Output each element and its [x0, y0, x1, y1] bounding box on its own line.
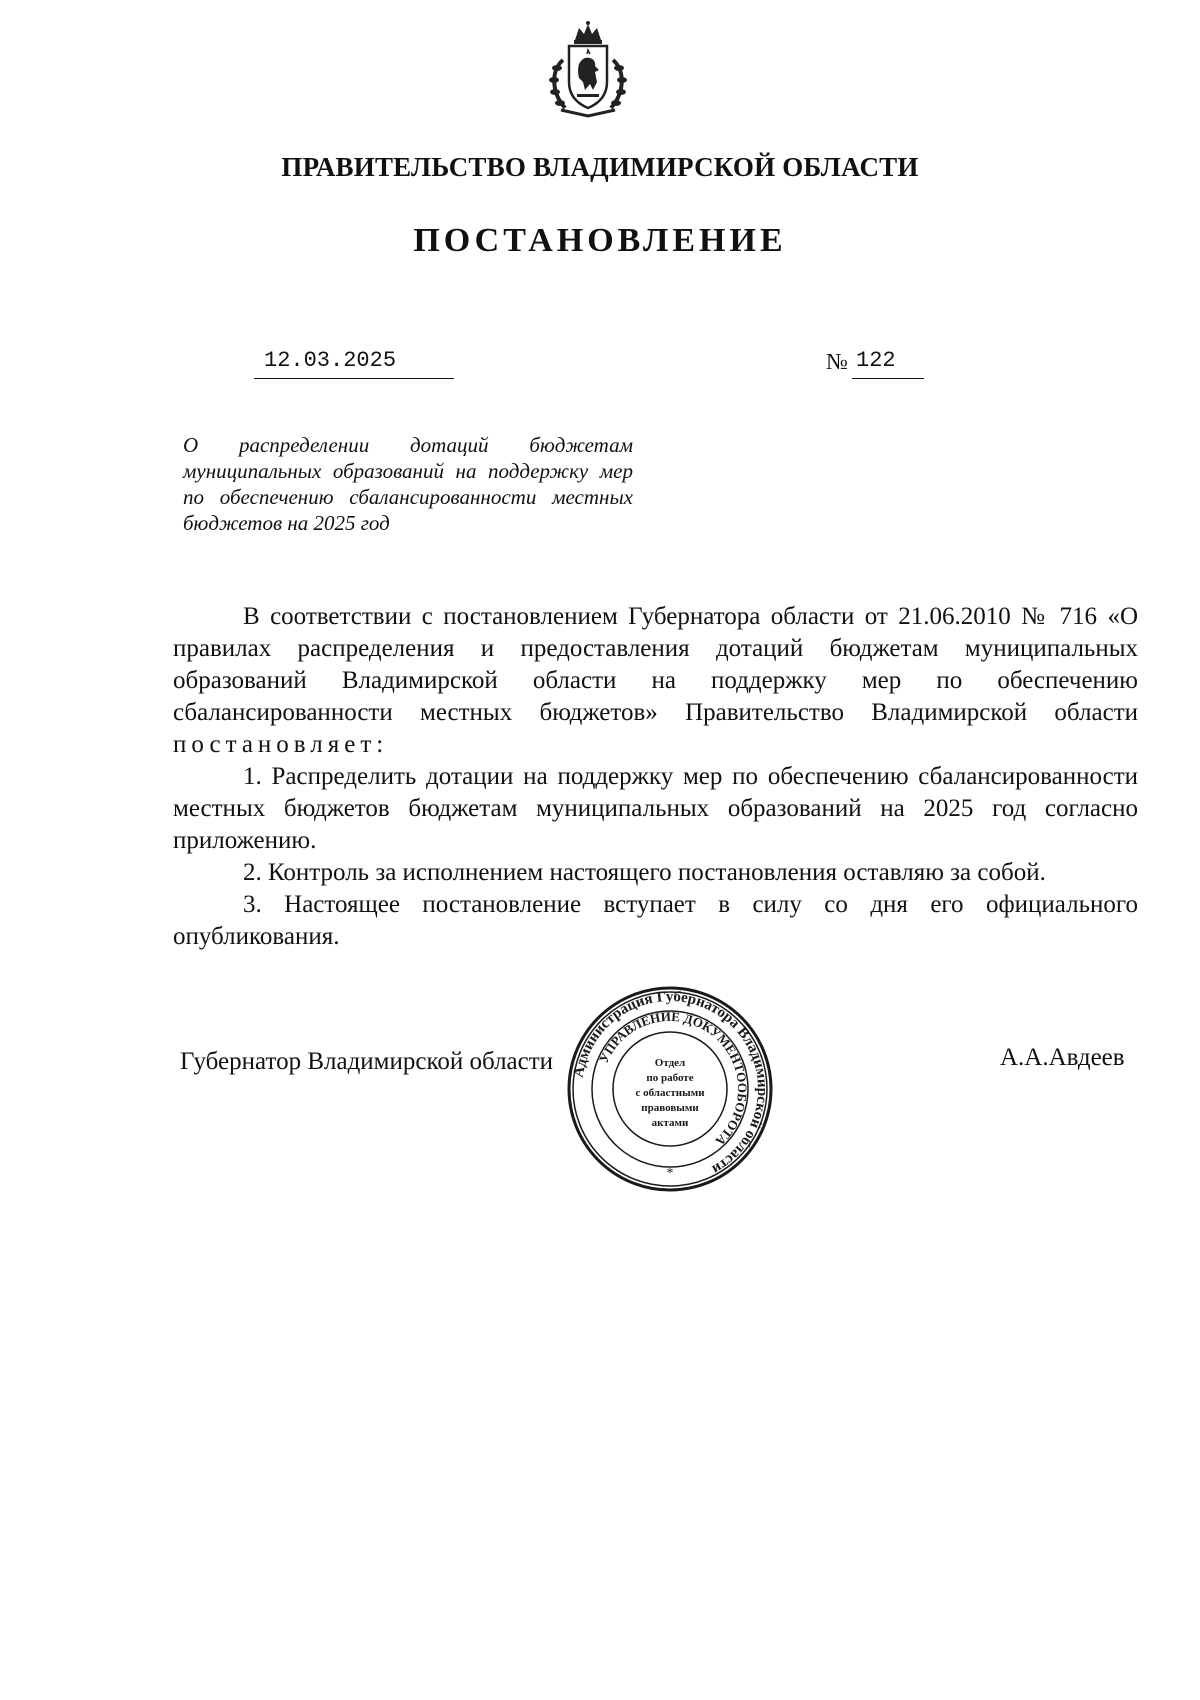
document-number: 122: [856, 348, 896, 373]
document-subject: О распределении дотаций бюджетам муниципальных образований на поддержку мер по обеспечению сбалансированности местных бюджетов на 2025 год: [183, 433, 633, 535]
resolution-item-1: 1. Распределить дотации на поддержку мер по обеспечению сбалансированности местных бюджетов бюджетам муниципальных образований на 2025 год согласно приложению.: [173, 763, 1138, 854]
stamp-inner-text: УПРАВЛЕНИЕ ДОКУМЕНТООБОРОТА: [595, 1008, 751, 1149]
stamp-outer-text: Администрация Губернатора Владимирской области: [570, 988, 771, 1178]
document-type-title: ПОСТАНОВЛЕНИЕ: [413, 222, 787, 259]
document-body: [173, 601, 1138, 953]
resolution-item-3: 3. Настоящее постановление вступает в силу со дня его официального опубликования.: [173, 891, 1138, 950]
organization-title: ПРАВИТЕЛЬСТВО ВЛАДИМИРСКОЙ ОБЛАСТИ: [281, 152, 919, 182]
resolution-item-2: 2. Контроль за исполнением настоящего постановления оставляю за собой.: [243, 859, 1046, 886]
number-sign: №: [826, 349, 848, 374]
document-date: 12.03.2025: [264, 348, 397, 373]
preamble-paragraph: [173, 601, 1138, 761]
preamble-text: В соответствии с постановлением Губернатора области от 21.06.2010 № 716 «О правилах распределения и предоставления дотаций бюджетам муниципальных образований Владимирской области на поддержку мер по обеспечению сбалансированности местных бюджетов» Правительство Владимирской области: [173, 603, 1138, 726]
number-underline: [852, 378, 924, 379]
stamp-center-line: правовыми: [641, 1102, 699, 1114]
stamp-center-line: Отдел: [654, 1057, 686, 1069]
stamp-center-line: с областными: [635, 1087, 705, 1099]
stamp-star: *: [666, 1166, 674, 1181]
official-stamp: [565, 984, 775, 1194]
signer-title: Губернатор Владимирской области: [180, 1048, 554, 1075]
signer-name: А.А.Авдеев: [1000, 1044, 1125, 1071]
preamble-verb: постановляет:: [173, 731, 389, 758]
date-underline: [254, 378, 454, 379]
coat-of-arms-emblem: [533, 20, 643, 120]
stamp-center-line: по работе: [646, 1072, 694, 1084]
stamp-center-line: актами: [651, 1117, 689, 1129]
